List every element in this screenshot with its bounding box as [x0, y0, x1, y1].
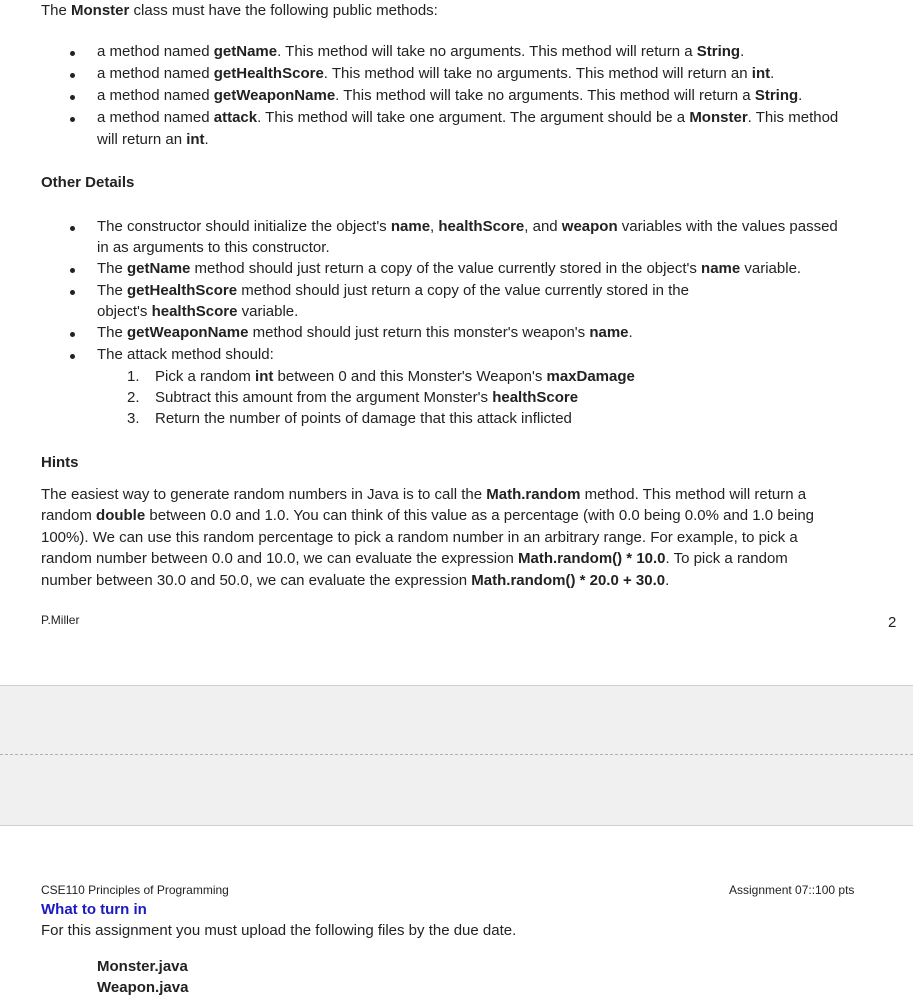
paragraph-line: random number between 0.0 and 10.0, we can evaluate the expression Math.random() * 10.0. To pick a random — [41, 550, 788, 567]
paragraph-line: 100%). We can use this random percentage to pick a random number in an arbitrary range. For example, to pick a — [41, 529, 798, 546]
bullet-icon — [70, 290, 75, 295]
step-item: Pick a random int between 0 and this Monster's Weapon's maxDamage — [155, 368, 635, 385]
page-break-line — [0, 754, 913, 755]
list-item: The getName method should just return a copy of the value currently stored in the object's name variable. — [97, 260, 802, 277]
file-list-item: Weapon.java — [97, 979, 189, 996]
step-item: Subtract this amount from the argument Monster's healthScore — [155, 389, 579, 406]
bullet-icon — [70, 268, 75, 273]
paragraph-line: number between 30.0 and 50.0, we can evaluate the expression Math.random() * 20.0 + 30.0. — [41, 572, 670, 589]
course-title: CSE110 Principles of Programming — [41, 883, 229, 897]
section-heading-other-details: Other Details — [41, 174, 135, 191]
instruction-text: For this assignment you must upload the following files by the due date. — [41, 922, 517, 939]
intro-text: The Monster class must have the following public methods: — [41, 2, 438, 19]
paragraph-line: random double between 0.0 and 1.0. You can think of this value as a percentage (with 0.0 being 0.0% and 1.0 being — [41, 507, 815, 524]
list-item-continuation: object's healthScore variable. — [97, 303, 299, 320]
list-item-continuation: will return an int. — [97, 131, 209, 148]
step-number: 3. — [127, 410, 140, 427]
section-heading-hints: Hints — [41, 454, 79, 471]
bullet-icon — [70, 117, 75, 122]
list-item: a method named getHealthScore. This method will take no arguments. This method will return an int. — [97, 65, 775, 82]
paragraph-line: The easiest way to generate random numbers in Java is to call the Math.random method. This method will return a — [41, 486, 807, 503]
list-item: The getWeaponName method should just return this monster's weapon's name. — [97, 324, 633, 341]
file-list-item: Monster.java — [97, 958, 188, 975]
section-heading-what-to-turn-in: What to turn in — [41, 901, 147, 918]
bullet-icon — [70, 95, 75, 100]
bullet-icon — [70, 332, 75, 337]
page-separator — [0, 685, 913, 826]
step-item: Return the number of points of damage that this attack inflicted — [155, 410, 572, 427]
bullet-icon — [70, 73, 75, 78]
step-number: 2. — [127, 389, 140, 406]
list-item: a method named getWeaponName. This method will take no arguments. This method will return a String. — [97, 87, 803, 104]
bullet-icon — [70, 226, 75, 231]
step-number: 1. — [127, 368, 140, 385]
list-item: a method named attack. This method will take one argument. The argument should be a Monster. This method — [97, 109, 839, 126]
bullet-icon — [70, 354, 75, 359]
bullet-icon — [70, 51, 75, 56]
assignment-title: Assignment 07::100 pts — [729, 883, 855, 897]
list-item: The getHealthScore method should just return a copy of the value currently stored in the — [97, 282, 689, 299]
list-item: a method named getName. This method will take no arguments. This method will return a String. — [97, 43, 745, 60]
page-number: 2 — [888, 614, 897, 631]
list-item: The constructor should initialize the object's name, healthScore, and weapon variables with the values passed — [97, 218, 838, 235]
footer-author: P.Miller — [41, 613, 80, 627]
list-item: The attack method should: — [97, 346, 274, 363]
list-item-continuation: in as arguments to this constructor. — [97, 239, 330, 256]
